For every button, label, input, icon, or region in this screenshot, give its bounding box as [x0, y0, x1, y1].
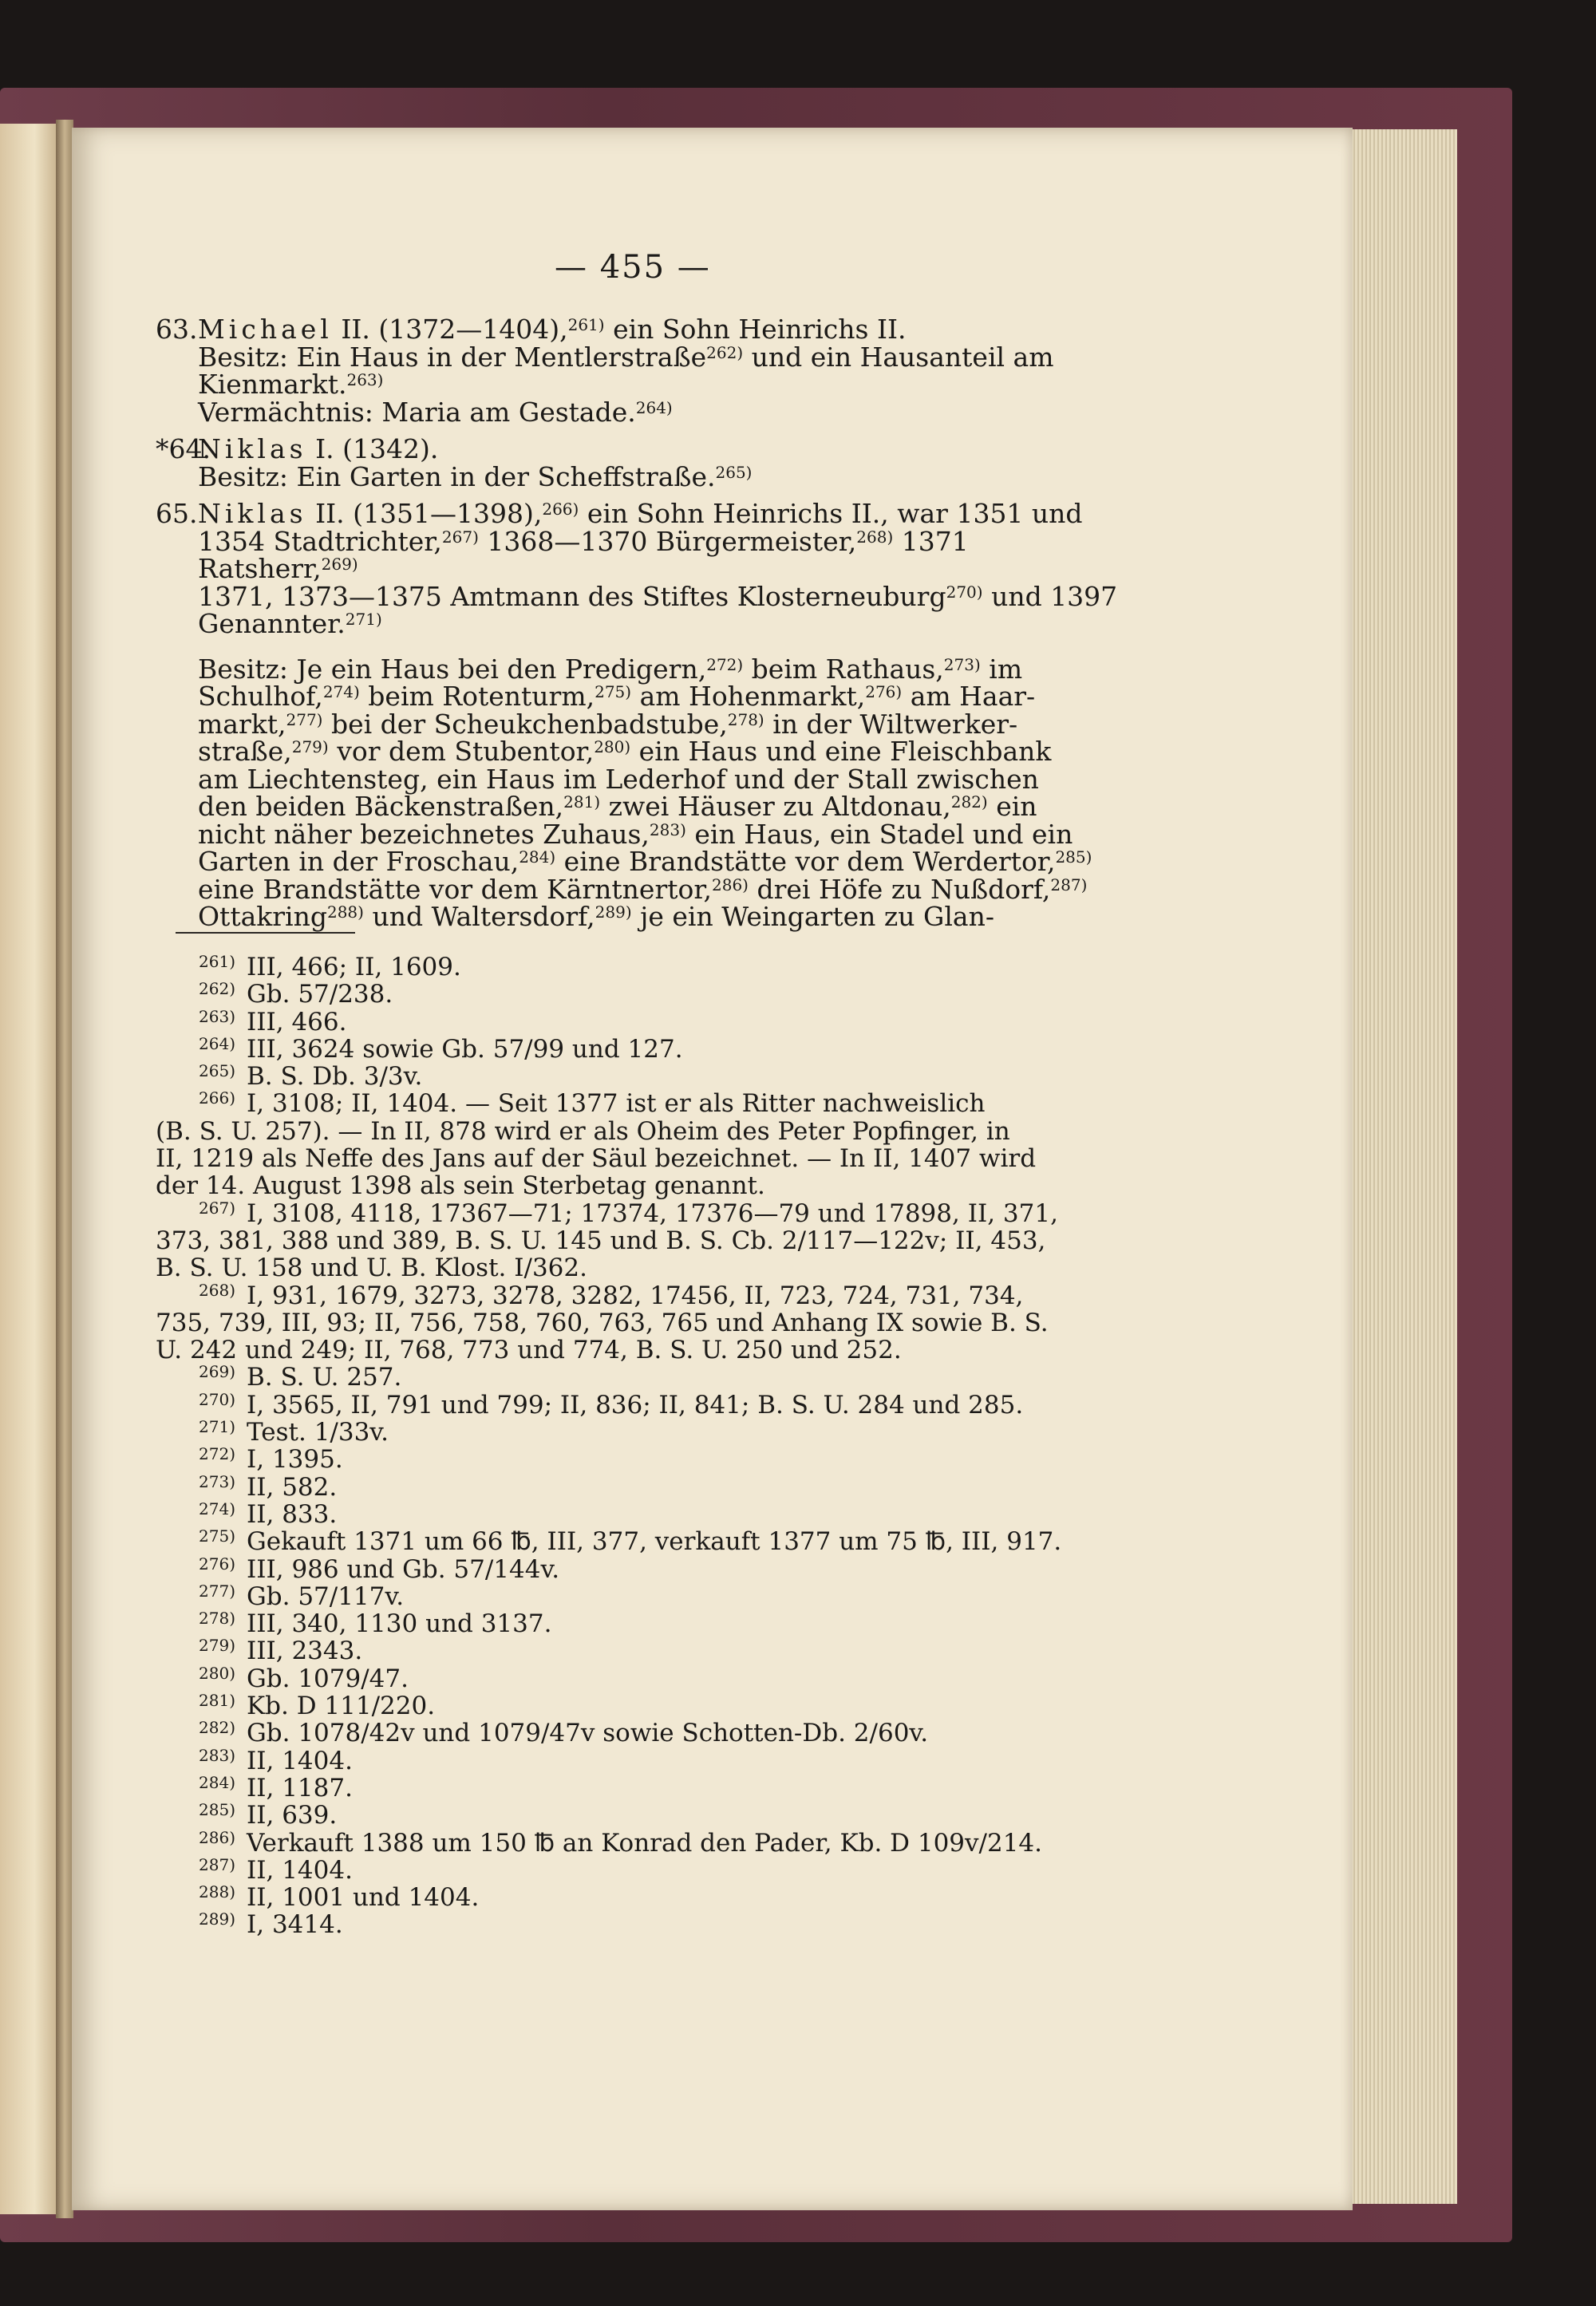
footnote-line: $^{283)}$ II, 1404.: [156, 1747, 1129, 1775]
footnote-ref: 267): [441, 527, 479, 547]
footnote-number: 283): [199, 1745, 235, 1765]
footnote-number: 267): [199, 1198, 235, 1218]
entry-line: am Liechtensteg, ein Haus im Lederhof und der Stall zwischen: [198, 763, 1039, 795]
footnote-number: 286): [199, 1827, 235, 1847]
footnote-number: 265): [199, 1061, 235, 1081]
footnote-ref: 279): [291, 737, 329, 756]
footnote-number: 279): [199, 1636, 235, 1656]
footnote-number: 264): [199, 1033, 235, 1053]
entry-line: Vermächtnis: Maria am Gestade.$^{264)}$: [198, 396, 673, 428]
footnote-ref: 265): [715, 462, 753, 482]
footnote-ref: 268): [856, 527, 894, 547]
footnote-line: $^{278)}$ III, 340, 1130 und 3137.: [156, 1610, 1129, 1637]
footnote-line: $^{281)}$ Kb. D 111/220.: [156, 1692, 1129, 1720]
footnote-ref: 263): [346, 370, 384, 389]
left-page-edge: [0, 124, 57, 2214]
footnote-line: $^{289)}$ I, 3414.: [156, 1911, 1129, 1938]
footnote-number: 269): [199, 1362, 235, 1382]
footnote-line: $^{275)}$ Gekauft 1371 um 66 ℔, III, 377, verkauft 1377 um 75 ℔, III, 917.: [156, 1528, 1129, 1555]
page-stack-edges: [1347, 129, 1457, 2204]
footnote-number: 263): [199, 1006, 235, 1026]
footnote-number: 277): [199, 1581, 235, 1601]
footnote-ref: 278): [727, 709, 764, 729]
footnote-line: B. S. U. 158 und U. B. Klost. I/362.: [156, 1254, 587, 1283]
entry-line: Kienmarkt.$^{263)}$: [198, 369, 384, 400]
footnote-ref: 270): [946, 582, 983, 602]
footnote-ref: 262): [706, 342, 744, 362]
entry-line: Garten in der Froschau,$^{284)}$ eine Brandstätte vor dem Werdertor,$^{285)}$: [198, 846, 1092, 877]
footnote-line: 373, 381, 388 und 389, B. S. U. 145 und B. S. Cb. 2/117—122v; II, 453,: [156, 1226, 1046, 1255]
footnote-ref: 286): [712, 875, 749, 894]
footnote-number: 275): [199, 1526, 235, 1546]
footnote-number: 274): [199, 1499, 235, 1518]
footnote-number: 272): [199, 1444, 235, 1464]
footnote-line: $^{273)}$ II, 582.: [156, 1474, 1129, 1501]
footnote-ref: 266): [542, 500, 579, 519]
entry-line: Besitz: Je ein Haus bei den Predigern,$^{272)}$ beim Rathaus,$^{273)}$ im: [198, 653, 1023, 685]
footnote-line: $^{282)}$ Gb. 1078/42v und 1079/47v sowie Schotten-Db. 2/60v.: [156, 1720, 1129, 1747]
entry-line: Besitz: Ein Garten in der Scheffstraße.$^{265)}$: [198, 460, 753, 492]
footnote-ref: 269): [321, 555, 358, 574]
footnote-line: $^{277)}$ Gb. 57/117v.: [156, 1583, 1129, 1610]
footnote-ref: 276): [865, 682, 903, 701]
entry-line: Genannter.$^{271)}$: [198, 608, 382, 639]
footnote-ref: 285): [1055, 847, 1092, 867]
footnote-line: II, 1219 als Neffe des Jans auf der Säul bezeichnet. — In II, 1407 wird: [156, 1144, 1037, 1174]
entry-line: 1354 Stadtrichter,$^{267)}$ 1368—1370 Bürgermeister,$^{268)}$ 1371 Ratsherr,$^{269)}$: [198, 525, 969, 584]
footnote-ref: 284): [519, 847, 556, 867]
entry-number: *64.: [156, 433, 211, 464]
footnote-line: U. 242 und 249; II, 768, 773 und 774, B. S. U. 250 und 252.: [156, 1336, 902, 1365]
footnote-ref: 277): [286, 709, 323, 729]
footnote-line: $^{280)}$ Gb. 1079/47.: [156, 1665, 1129, 1692]
entry-line: Niklas I. (1342).: [198, 433, 439, 464]
footnote-line: der 14. August 1398 als sein Sterbetag genannt.: [156, 1171, 765, 1201]
entry-line: eine Brandstätte vor dem Kärntnertor,$^{286)}$ drei Höfe zu Nußdorf,$^{287)}$: [198, 873, 1088, 905]
footnote-line: $^{276)}$ III, 986 und Gb. 57/144v.: [156, 1556, 1129, 1583]
footnote-line: 735, 739, III, 93; II, 756, 758, 760, 763, 765 und Anhang IX sowie B. S.: [156, 1308, 1049, 1337]
entry-line: Ottakring$^{288)}$ und Waltersdorf,$^{289)}$ je ein Weingarten zu Glan-: [198, 901, 994, 932]
entry: [156, 500, 1129, 931]
footnote-ref: 283): [649, 819, 686, 839]
footnote-line: $^{264)}$ III, 3624 sowie Gb. 57/99 und 127.: [156, 1036, 1129, 1063]
footnote-ref: 282): [950, 792, 988, 811]
page-number: — 455 —: [555, 249, 711, 286]
entry-line: Niklas II. (1351—1398),$^{266)}$ ein Sohn Heinrichs II., war 1351 und: [198, 498, 1083, 529]
footnote-number: 284): [199, 1772, 235, 1792]
footnote-ref: 289): [595, 902, 632, 922]
footnote-number: 287): [199, 1854, 235, 1874]
footnote-line: $^{266)}$ I, 3108; II, 1404. — Seit 1377 ist er als Ritter nachweislich: [156, 1090, 1129, 1117]
footnote-number: 266): [199, 1088, 235, 1108]
footnote-line: $^{272)}$ I, 1395.: [156, 1446, 1129, 1473]
footnote-line: $^{271)}$ Test. 1/33v.: [156, 1419, 1129, 1446]
footnote-ref: 275): [595, 682, 632, 701]
footnote-ref: 271): [345, 610, 382, 629]
footnote-line: $^{268)}$ I, 931, 1679, 3273, 3278, 3282, 17456, II, 723, 724, 731, 734,: [156, 1282, 1129, 1309]
entry: [156, 316, 1129, 436]
footnote-number: 268): [199, 1280, 235, 1300]
footnote-line: $^{265)}$ B. S. Db. 3/3v.: [156, 1063, 1129, 1090]
footnote-number: 261): [199, 952, 235, 971]
footnote-number: 288): [199, 1882, 235, 1902]
footnote-number: 276): [199, 1554, 235, 1574]
footnote-line: $^{269)}$ B. S. U. 257.: [156, 1364, 1129, 1391]
entry-line: 1371, 1373—1375 Amtmann des Stiftes Klosterneuburg$^{270)}$ und 1397: [198, 580, 1118, 612]
footnote-ref: 264): [635, 397, 673, 417]
entry-line: den beiden Bäckenstraßen,$^{281)}$ zwei Häuser zu Altdonau,$^{282)}$ ein: [198, 791, 1037, 822]
footnote-ref: 287): [1050, 875, 1088, 894]
footnote-line: (B. S. U. 257). — In II, 878 wird er als Oheim des Peter Popfinger, in: [156, 1116, 1010, 1146]
footnote-line: $^{262)}$ Gb. 57/238.: [156, 981, 1129, 1008]
footnote-ref: 281): [563, 792, 601, 811]
entry-line: markt,$^{277)}$ bei der Scheukchenbadstube,$^{278)}$ in der Wiltwerker-: [198, 708, 1018, 740]
register-entries: [156, 316, 1129, 931]
footnote-number: 280): [199, 1663, 235, 1683]
footnote-line: $^{274)}$ II, 833.: [156, 1501, 1129, 1528]
entry-number: 63.: [156, 314, 198, 345]
entry-line: straße,$^{279)}$ vor dem Stubentor,$^{280)}$ ein Haus und eine Fleischbank: [198, 736, 1052, 767]
footnote-line: $^{285)}$ II, 639.: [156, 1802, 1129, 1829]
footnote-number: 281): [199, 1691, 235, 1711]
footnote-line: $^{284)}$ II, 1187.: [156, 1775, 1129, 1802]
footnote-ref: 272): [706, 654, 744, 674]
entry-line: Besitz: Ein Haus in der Mentlerstraße$^{262)}$ und ein Hausanteil am: [198, 341, 1054, 373]
footnote-ref: 261): [567, 315, 605, 334]
footnote-divider: [176, 932, 355, 934]
footnote-line: $^{279)}$ III, 2343.: [156, 1637, 1129, 1664]
footnote-line: $^{287)}$ II, 1404.: [156, 1857, 1129, 1884]
footnote-ref: 273): [943, 654, 981, 674]
footnote-line: $^{270)}$ I, 3565, II, 791 und 799; II, 836; II, 841; B. S. U. 284 und 285.: [156, 1392, 1129, 1419]
footnote-number: 278): [199, 1609, 235, 1629]
footnote-number: 270): [199, 1389, 235, 1409]
entry: [156, 433, 1129, 500]
entry-line: nicht näher bezeichnetes Zuhaus,$^{283)}$ ein Haus, ein Stadel und ein: [198, 818, 1073, 850]
footnote-line: $^{261)}$ III, 466; II, 1609.: [156, 954, 1129, 981]
footnote-ref: 280): [594, 737, 631, 756]
footnotes: [156, 954, 1129, 1939]
footnote-number: 273): [199, 1471, 235, 1491]
footnote-number: 282): [199, 1718, 235, 1738]
footnote-number: 271): [199, 1417, 235, 1437]
footnote-number: 289): [199, 1909, 235, 1929]
footnote-ref: 288): [326, 902, 364, 922]
footnote-number: 285): [199, 1800, 235, 1820]
footnote-line: $^{263)}$ III, 466.: [156, 1009, 1129, 1036]
footnote-number: 262): [199, 979, 235, 999]
entry-number: 65.: [156, 498, 198, 529]
footnote-line: $^{286)}$ Verkauft 1388 um 150 ℔ an Konrad den Pader, Kb. D 109v/214.: [156, 1830, 1129, 1857]
footnote-ref: 274): [322, 682, 360, 701]
footnote-line: $^{288)}$ II, 1001 und 1404.: [156, 1884, 1129, 1911]
entry-line: Schulhof,$^{274)}$ beim Rotenturm,$^{275)}$ am Hohenmarkt,$^{276)}$ am Haar-: [198, 681, 1036, 712]
entry-line: Michael II. (1372—1404),$^{261)}$ ein Sohn Heinrichs II.: [198, 314, 907, 345]
footnote-line: $^{267)}$ I, 3108, 4118, 17367—71; 17374, 17376—79 und 17898, II, 371,: [156, 1200, 1129, 1227]
book-gutter: [56, 120, 73, 2218]
